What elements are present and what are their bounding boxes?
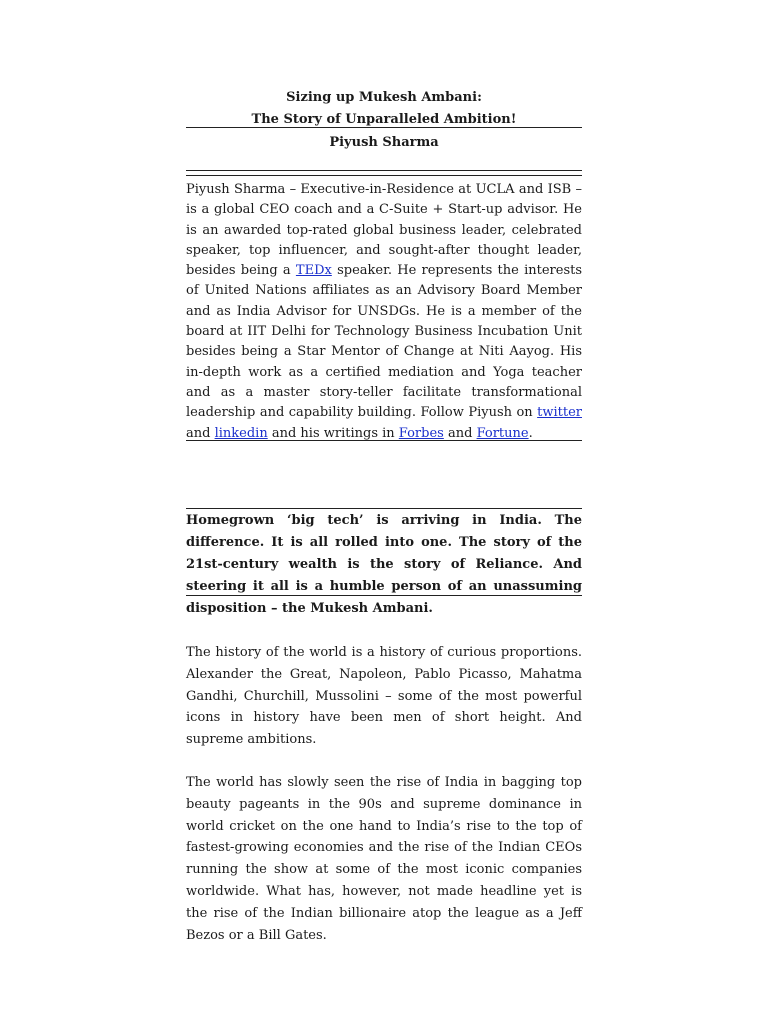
bio-bottom-rule [186, 440, 582, 441]
bio-text: and his writings in [267, 425, 399, 441]
body-paragraph-1: The history of the world is a history of curious proportions. Alexander the Great, Napoleon, Pablo Picasso, Mahatma Gandhi, Churchill, Mussolini – some of the most powerful icons in history have been men of short height. And supreme ambitions. [186, 645, 582, 748]
pullquote-bottom-rule [186, 595, 582, 596]
forbes-link[interactable]: Forbes [398, 425, 444, 441]
pullquote-top-rule [186, 508, 582, 509]
bio-top-rule-2 [186, 175, 582, 176]
bio-text: . [528, 425, 533, 441]
body-paragraph-2: The world has slowly seen the rise of India in bagging top beauty pageants in the 90s and supreme dominance in world cricket on the one hand to India’s rise to the top of fastest-growing economies and the rise of the Indian CEOs running the show at some of the most iconic companies worldwide. What has, however, not made headline yet is the rise of the Indian billionaire atop the league as a Jeff Bezos or a Bill Gates. [186, 775, 582, 943]
author-name: Piyush Sharma [329, 135, 439, 150]
title-line-2: The Story of Unparalleled Ambition! [251, 112, 517, 127]
bio-text: and [443, 425, 477, 441]
bio-text: Piyush Sharma – Executive-in-Residence at UCLA and ISB – is a global CEO coach and a C-Suite + Start-up advisor. He is an awarded top-rated global business leader, celebrated speaker, top influencer, and sought-after thought leader, besides being a [186, 182, 582, 279]
tedx-link[interactable]: TEDx [295, 263, 332, 279]
linkedin-link[interactable]: linkedin [214, 425, 268, 441]
fortune-link[interactable]: Fortune [476, 425, 529, 441]
bio-text: and [186, 425, 215, 441]
author-bio [186, 180, 582, 444]
title-divider [186, 127, 582, 128]
bio-top-rule-1 [186, 170, 582, 171]
twitter-link[interactable]: twitter [537, 405, 582, 421]
bio-text: speaker. He represents the interests of United Nations affiliates as an Advisory Board Member and as India Advisor for UNSDGs. He is a member of the board at IIT Delhi for Technology Business Incubation Unit besides being a Star Mentor of Change at Niti Aayog. His in-depth work as a certified mediation and Yoga teacher and as a master story-teller facilitate transformational leadership and capability building. Follow Piyush on [186, 263, 583, 421]
pull-quote: Homegrown ‘big tech’ is arriving in India. The difference. It is all rolled into one. The story of the 21st-century wealth is the story of Reliance. And steering it all is a humble person of an unassuming disposition – the Mukesh Ambani. [186, 513, 582, 616]
title-line-1: Sizing up Mukesh Ambani: [286, 90, 482, 105]
